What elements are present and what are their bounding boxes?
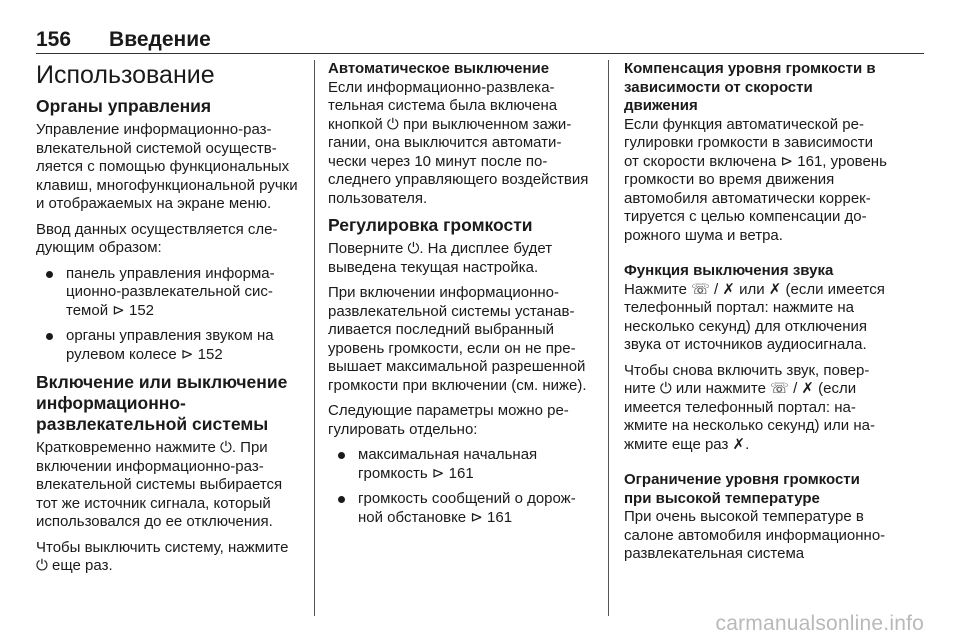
heading-temperature-limit: Ограничение уровня громкости при высокой температуре xyxy=(624,471,860,507)
list-item: панель управления информационно-развлекательной системой ⊳ 152 xyxy=(36,265,300,321)
list-item: органы управления звуком на рулевом колесе ⊳ 152 xyxy=(36,327,300,364)
heading-auto-off: Автоматическое выключение xyxy=(328,60,550,77)
paragraph-volume-startup: При включении информационно-развлекательной системы устанавливается последний выбранный уровень громкости, если он не превышает максимальной разрешенной громкости при включении (см. ниже). xyxy=(328,284,587,394)
chapter-title: Введение xyxy=(109,28,211,51)
paragraph-volume-turn: Поверните ⏻. На дисплее будет выведена текущая настройка. xyxy=(328,240,553,276)
paragraph-input: Ввод данных осуществляется следующим образом: xyxy=(36,220,278,256)
paragraph-controls: Управление информационно-развлекательной системой осуществляется с помощью функциональных клавиш, многофункциональной ручки и отображаемых на экране меню. xyxy=(36,121,298,212)
column-1 xyxy=(36,60,300,583)
list-item: громкость сообщений о дорожной обстановке ⊳ 161 xyxy=(328,490,594,527)
heading-mute: Функция выключения звука xyxy=(624,262,834,279)
paragraph-temperature-limit: При очень высокой температуре в салоне автомобиля информационно-развлекательная система xyxy=(624,508,886,562)
paragraph-turn-off: Чтобы выключить систему, нажмите ⏻ еще раз. xyxy=(36,538,289,574)
watermark: carmanualsonline.info xyxy=(715,612,924,635)
list-item: максимальная начальная громкость ⊳ 161 xyxy=(328,446,594,483)
paragraph-auto-off: Если информационно-развлекательная система была включена кнопкой ⏻ при выключенном зажигании, она выключится автоматически через 10 минут после последнего управляющего воздействия пользователя. xyxy=(328,78,589,207)
column-2 xyxy=(328,60,594,535)
page-number: 156 xyxy=(36,28,72,51)
header-divider xyxy=(36,53,924,54)
paragraph-turn-on: Кратковременно нажмите ⏻. При включении информационно-развлекательной системы выбирается тот же источник сигнала, который использовался до ее отключения. xyxy=(36,439,283,530)
heading-on-off: Включение или выключение информационно-развлекательной системы xyxy=(36,372,288,434)
paragraph-mute: Нажмите ☏ / ✗ или ✗ (если имеется телефонный портал: нажмите на несколько секунд) для отключения звука от источников аудиосигнала. xyxy=(624,280,885,353)
heading-volume: Регулировка громкости xyxy=(328,215,533,235)
section-title: Использование xyxy=(36,61,215,89)
column-divider-1 xyxy=(314,60,315,616)
paragraph-speed-compensation: Если функция автоматической регулировки громкости в зависимости от скорости включена ⊳ 161, уровень громкости во время движения автомобиля автоматически корректируется с целью компенсации дорожного шума и ветра. xyxy=(624,115,887,244)
paragraph-unmute: Чтобы снова включить звук, поверните ⏻ или нажмите ☏ / ✗ (если имеется телефонный портал: нажмите на несколько секунд) или нажмите еще раз ✗. xyxy=(624,361,875,453)
column-3 xyxy=(624,60,888,571)
input-methods-list xyxy=(36,265,300,365)
heading-speed-compensation: Компенсация уровня громкости в зависимости от скорости движения xyxy=(624,60,876,114)
page-header xyxy=(36,28,211,52)
heading-controls: Органы управления xyxy=(36,96,212,116)
paragraph-volume-params: Следующие параметры можно регулировать отдельно: xyxy=(328,402,569,438)
volume-params-list xyxy=(328,446,594,527)
column-divider-2 xyxy=(608,60,609,616)
